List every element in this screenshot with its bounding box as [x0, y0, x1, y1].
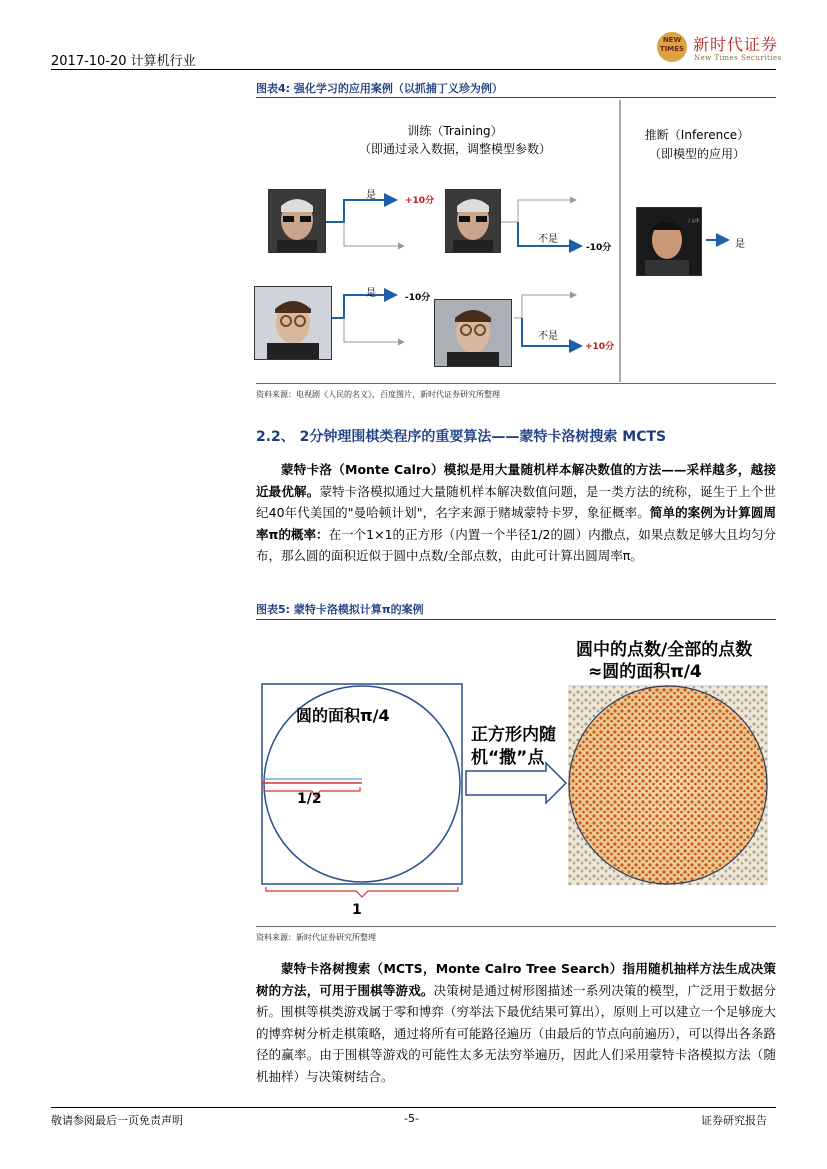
footer-rule: [51, 1107, 776, 1108]
paragraph-monte-carlo: [256, 459, 776, 567]
section-title: 2.2、 2分钟理围棋类程序的重要算法——蒙特卡洛树搜索 MCTS: [256, 429, 667, 445]
photo-person-glasses-2: [434, 299, 512, 367]
photo-ding-yizhen-poster: [636, 207, 702, 276]
inside-points: [569, 686, 767, 884]
para1-text-2: 在一个1×1的正方形（内置一个半径1/2的圆）内撒点，如果点数足够大且均匀分布，那么圆的面积近似于圆中点数/全部点数，由此可计算出圆周率π。: [256, 526, 776, 563]
ratio-label-line1: 圆中的点数/全部的点数: [576, 640, 753, 660]
figure4-source: 资料来源：电视剧《人民的名义》，百度图片，新时代证券研究所整理: [256, 390, 500, 399]
row2-minus-score: -10分: [405, 293, 431, 303]
footer-report-type: 证券研究报告: [701, 1114, 767, 1127]
figure4-label: 图表4: 强化学习的应用案例（以抓捕丁义珍为例）: [256, 82, 503, 95]
para1-text-1: 蒙特卡洛模拟通过大量随机样本解决数值问题，是一类方法的统称，诞生于上个世纪40年代美国的"曼哈顿计划"，名字来源于赌城蒙特卡罗，象征概率。: [256, 483, 776, 520]
arrow-text-line1: 正方形内随: [471, 725, 556, 745]
row2-plus-score: +10分: [585, 342, 615, 352]
side-length-label: 1: [352, 902, 362, 918]
header-rule: [51, 69, 776, 70]
figure4-bottom-rule: [256, 383, 776, 384]
figure4-rule: [256, 97, 776, 98]
row1-yes-label: 是: [366, 190, 376, 201]
row1-no-label: 不是: [538, 234, 558, 245]
circle-area-label: 圆的面积π/4: [296, 706, 390, 725]
company-logo-icon: NEW TIMES: [657, 32, 687, 62]
footer-disclaimer: 敬请参阅最后一页免责声明: [51, 1114, 183, 1127]
inference-title: 推断（Inference）: [644, 128, 750, 142]
photo-suspect-sunglasses-1: [268, 189, 326, 253]
inference-subtitle: （即模型的应用）: [648, 147, 745, 161]
figure5-source: 资料来源：新时代证券研究所整理: [256, 933, 376, 942]
training-title: 训练（Training）: [407, 124, 503, 138]
branch-yes-row2: [326, 295, 396, 318]
branch-no-row1: [344, 222, 404, 246]
svg-text:丁义珍: 丁义珍: [687, 218, 699, 223]
para1-bold-1: 蒙特卡洛（Monte Calro）模拟是用大量随机样本解决数值的方法——采样越多，越接近最优解。: [256, 462, 776, 499]
radius-label: 1/2: [297, 791, 322, 807]
row1-minus-score: -10分: [586, 243, 612, 253]
company-name-cn: 新时代证券: [693, 35, 779, 54]
training-subtitle: （即通过录入数据，调整模型参数）: [358, 142, 551, 156]
branch-yes2-row1: [501, 200, 576, 222]
scatter-arrow-icon: [466, 763, 566, 803]
para1-bold-2: 简单的案例为计算圆周率π的概率：: [256, 505, 776, 542]
inference-result-label: 是: [735, 239, 745, 250]
branch-no-row2: [344, 318, 404, 342]
arrow-text-line2: 机“撒”点: [471, 748, 545, 768]
photo-suspect-sunglasses-2: [445, 189, 501, 253]
company-name-en: New Times Securities: [694, 54, 782, 62]
figure5-bottom-rule: [256, 926, 776, 927]
branch-yes2-row2: [514, 295, 576, 318]
paragraph-mcts: [256, 958, 776, 1087]
para2-bold-1: 蒙特卡洛树搜索（MCTS，Monte Calro Tree Search）指用随机抽样方法生成决策树的方法，可用于围棋等游戏。: [256, 961, 776, 998]
branch-yes-row1: [326, 200, 396, 222]
header-date-industry: 2017-10-20 计算机行业: [51, 54, 196, 69]
para2-text-1: 决策树是通过树形图描述一系列决策的模型，广泛用于数据分析。围棋等棋类游戏属于零和博弈（穷举法下最优结果可算出），原则上可以建立一个足够庞大的博弈树分析走棋策略，通过将所有可能路径遍历（由最后的节点向前遍历），可以得出各条路径的赢率。由于围棋等游戏的可能性太多无法穷举遍历，因此人们采用蒙特卡洛模拟方法（随机抽样）与决策树结合。: [256, 982, 776, 1084]
side-brace: [266, 887, 458, 897]
row2-no-label: 不是: [538, 331, 558, 342]
ratio-label-line2: ≈圆的面积π/4: [588, 662, 702, 682]
figure5-label: 图表5: 蒙特卡洛模拟计算π的案例: [256, 603, 424, 616]
photo-person-glasses-1: [254, 286, 332, 360]
footer-page-number: -5-: [404, 1112, 419, 1125]
row2-yes-label: 是: [366, 288, 376, 299]
row1-plus-score: +10分: [405, 196, 435, 206]
figure5-rule: [256, 619, 776, 620]
